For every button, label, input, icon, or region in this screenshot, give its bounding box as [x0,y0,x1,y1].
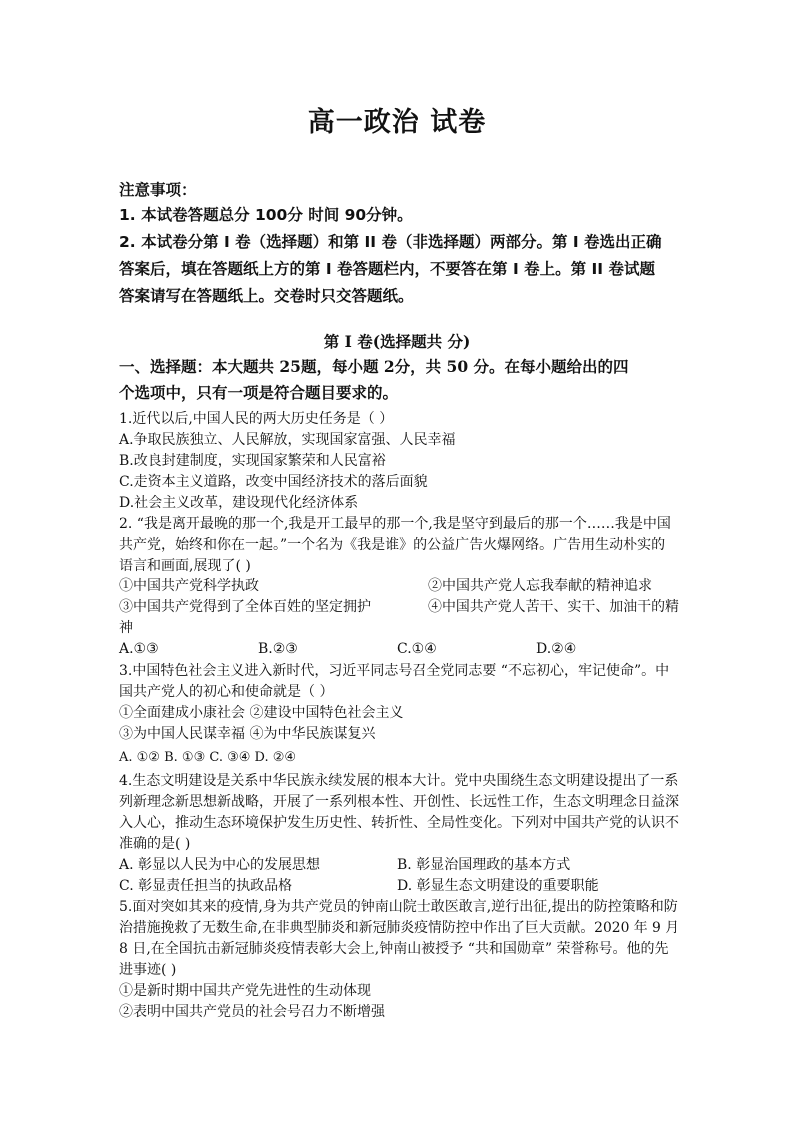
q2-option-c: C.①④ [397,641,437,657]
page-title: 高一政治 试卷 [307,107,487,138]
q5-item-2: ②表明中国共产党员的社会号召力不断增强 [119,1004,385,1020]
q5-stem-line-1: 5.面对突如其来的疫情,身为共产党员的钟南山院士敢医敢言,逆行出征,提出的防控策略和防 [119,899,678,915]
q4-option-d: D. 彰显生态文明建设的重要职能 [397,878,599,894]
q2-stem-line-1: 2. “我是离开最晚的那一个,我是开工最早的那一个,我是坚守到最后的那一个……我是中国 [119,516,671,532]
q1-option-b: B.改良封建制度，实现国家繁荣和人民富裕 [119,453,386,469]
q3-stem-line-2: 国共产党人的初心和使命就是（ ） [119,684,334,700]
q2-stem-line-3: 语言和画面,展现了( ) [119,558,251,574]
q5-stem-line-2: 治措施挽救了无数生命,在非典型肺炎和新冠肺炎疫情防控中作出了巨大贡献。2020 年 9 月 [119,920,680,936]
q4-stem-line-4: 准确的是( ) [119,836,191,852]
notice-item-2-line-2: 答案后，填在答题纸上方的第 I 卷答题栏内，不要答在第 I 卷上。第 II 卷试题 [119,260,655,278]
q5-stem-line-3: 8 日,在全国抗击新冠肺炎疫情表彰大会上,钟南山被授予 “共和国勋章” 荣誉称号。他的先 [119,941,669,957]
q2-item-1: ①中国共产党科学执政 [119,578,259,594]
notice-heading: 注意事项： [119,181,197,199]
q4-stem-line-3: 入人心，推动生态环境保护发生历史性、转折性、全局性变化。下列对中国共产党的认识不 [119,815,679,831]
q1-option-a: A.争取民族独立、人民解放，实现国家富强、人民幸福 [119,432,456,448]
q2-item-4: ④中国共产党人苦干、实干、加油干的精 [428,599,679,615]
q3-items-3-4: ③为中国人民谋幸福 ④为中华民族谋复兴 [119,726,376,742]
q1-stem: 1.近代以后,中国人民的两大历史任务是（ ） [119,411,394,427]
q2-item-2: ②中国共产党人忘我奉献的精神追求 [428,578,652,594]
q4-option-b: B. 彰显治国理政的基本方式 [397,857,571,873]
q2-stem-line-2: 共产党，始终和你在一起。”一个名为《我是谁》的公益广告火爆网络。广告用生动朴实的 [119,537,666,553]
q4-stem-line-2: 列新理念新思想新战略，开展了一系列根本性、开创性、长远性工作，生态文明理念日益深 [119,794,679,810]
q2-option-a: A.①③ [119,641,159,657]
section-heading: 第 I 卷(选择题共 分) [323,332,471,351]
notice-item-2-line-3: 答案请写在答题纸上。交卷时只交答题纸。 [119,287,414,305]
q2-option-d: D.②④ [536,641,577,657]
q1-option-d: D.社会主义改革，建设现代化经济体系 [119,495,359,511]
section-intro-line-1: 一、选择题：本大题共 25题，每小题 2分，共 50 分。在每小题给出的四 [119,357,629,376]
section-intro-line-2: 个选项中，只有一项是符合题目要求的。 [119,383,399,402]
q2-item-3: ③中国共产党得到了全体百姓的坚定拥护 [119,599,371,615]
q4-option-a: A. 彰显以人民为中心的发展思想 [119,857,321,873]
q4-stem-line-1: 4.生态文明建设是关系中华民族永续发展的根本大计。党中央围绕生态文明建设提出了一系 [119,773,679,789]
notice-item-1: 1. 本试卷答题总分 100分 时间 90分钟。 [119,206,413,224]
q3-items-1-2: ①全面建成小康社会 ②建设中国特色社会主义 [119,705,404,721]
q5-item-1: ①是新时期中国共产党先进性的生动体现 [119,983,371,999]
q2-option-b: B.②③ [258,641,298,657]
q3-stem-line-1: 3.中国特色社会主义进入新时代，习近平同志号召全党同志要 “不忘初心，牢记使命”。中 [119,663,670,679]
q2-item-4-continued: 神 [119,620,133,636]
notice-item-2-line-1: 2. 本试卷分第 I 卷（选择题）和第 II 卷（非选择题）两部分。第 I 卷选出正确 [119,233,662,251]
q5-stem-line-4: 进事迹( ) [119,962,177,978]
q3-answer-options: A. ①② B. ①③ C. ③④ D. ②④ [119,750,297,765]
q1-option-c: C.走资本主义道路，改变中国经济技术的落后面貌 [119,474,428,490]
q4-option-c: C. 彰显责任担当的执政品格 [119,878,293,894]
